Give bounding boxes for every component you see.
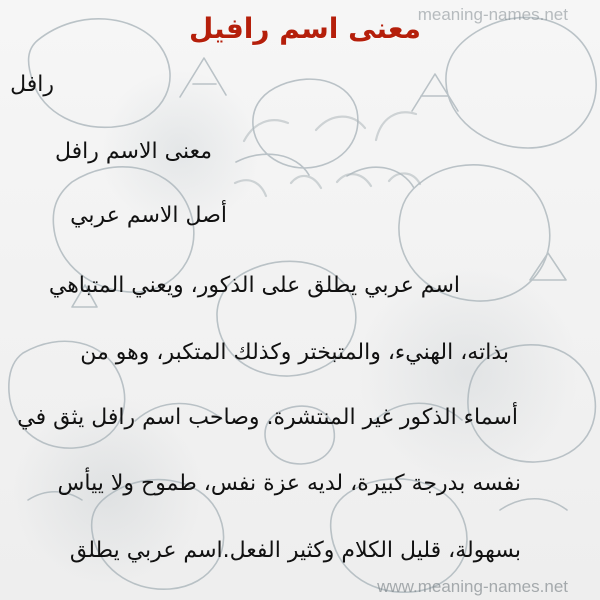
- meaning-heading: معنى الاسم رافل: [54, 139, 212, 164]
- description-line-3: أسماء الذكور غير المنتشرة. وصاحب اسم رافل يثق في: [17, 405, 518, 430]
- page-title: معنى اسم رافيل: [189, 12, 421, 45]
- description-line-5: بسهولة، قليل الكلام وكثير الفعل.اسم عربي يطلق: [69, 538, 521, 563]
- name-label: رافل: [10, 72, 54, 97]
- description-line-4: نفسه بدرجة كبيرة، لديه عزة نفس، طموح ولا ييأس: [57, 471, 521, 496]
- description-line-2: بذاته، الهنيء، والمتبختر وكذلك المتكبر، وهو من: [80, 340, 509, 365]
- watermark-top: meaning-names.net: [417, 5, 568, 24]
- watermark-bottom: www.meaning-names.net: [377, 577, 568, 596]
- origin-heading: أصل الاسم عربي: [70, 203, 227, 228]
- description-line-1: اسم عربي يطلق على الذكور، ويعني المتباهي: [48, 273, 460, 298]
